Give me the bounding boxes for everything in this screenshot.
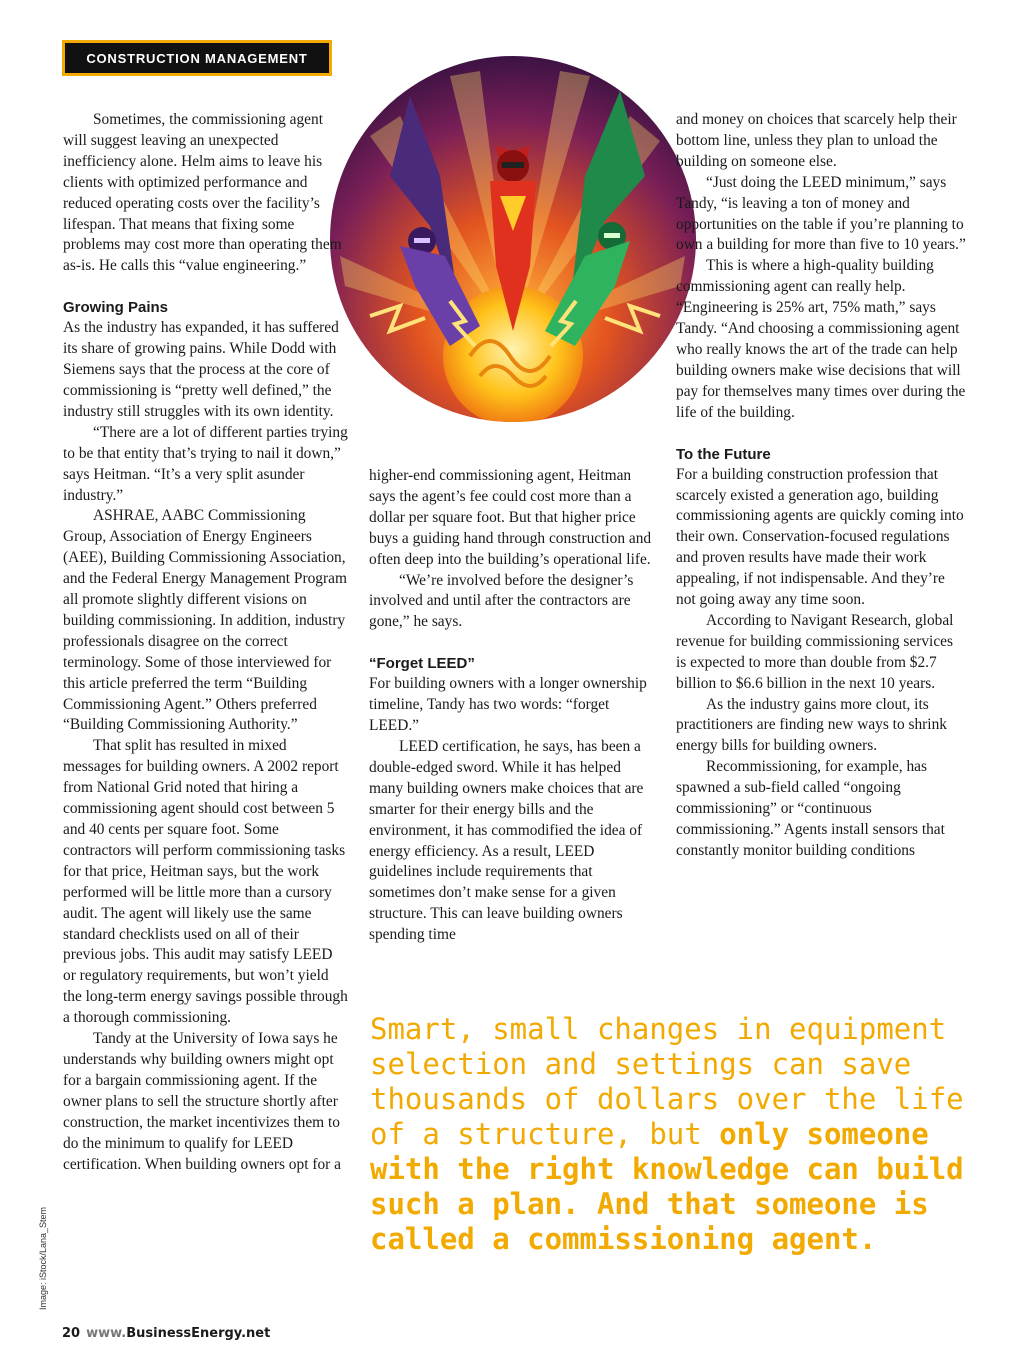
heading-to-the-future: To the Future (676, 445, 771, 463)
paragraph-profession: For a building construction profession that scarcely existed a generation ago, building commissioning agents are quickly coming into their own. Conservation-focused regulations and proven results have made their work appealing, if not indispensable. And they’re not going away any time soon. (676, 465, 964, 609)
paragraph-ownership-timeline: For building owners with a longer ownership timeline, Tandy has two words: “forget LEED.” (369, 675, 647, 735)
paragraph-value-engineering: Sometimes, the commissioning agent will suggest leaving an unexpected inefficiency alone. Helm aims to leave his clients with optimized performance and reduced operating costs over the facility’s lifespan. That means that fixing some problems may cost more than operating them as-is. He calls this “value engineering.” (63, 111, 342, 275)
image-credit: Image: iStock/Lana_Stem (38, 1206, 48, 1310)
column-left (63, 110, 348, 1175)
paragraph-navigant: According to Navigant Research, global revenue for building commissioning services is expected to more than double from $2.7 billion to $6.6 billion in the next 10 years. (676, 611, 954, 692)
column-middle (369, 466, 654, 946)
website-link[interactable]: BusinessEnergy.net (126, 1326, 271, 1341)
paragraph-leed-minimum: “Just doing the LEED minimum,” says Tandy, “is leaving a ton of money and opportunities on the table if you’re planning to own a building for more than five to 10 years.” (676, 173, 966, 254)
section-label: CONSTRUCTION MANAGEMENT (65, 43, 329, 73)
section-tag (62, 40, 332, 76)
paragraph-mixed-messages: That split has resulted in mixed messages for building owners. A 2002 report from National Grid noted that hiring a commissioning agent should cost between 5 and 40 cents per square foot. Some contractors will perform commissioning tasks for that price, Heitman says, but the work performed will be little more than a cursory audit. The agent will likely use the same standard checklists used on all of their previous jobs. This audit may satisfy LEED or regulatory requirements, but won’t yield the long-term energy savings possible through a thorough commissioning. (63, 737, 348, 1027)
paragraph-money-choices: and money on choices that scarcely help their bottom line, unless they plan to unload the building on someone else. (676, 111, 957, 170)
pull-quote-bold: only someone with the right knowledge can build such a plan. And that someone is called a commissioning agent. (370, 1117, 964, 1256)
paragraph-higher-end: higher-end commissioning agent, Heitman says the agent’s fee could cost more than a dollar per square foot. But that higher price buys a guiding hand through construction and often deep into the building’s operational life. (369, 467, 652, 568)
heading-growing-pains: Growing Pains (63, 299, 169, 317)
pull-quote (370, 1012, 990, 1257)
paragraph-involved-quote: “We’re involved before the designer’s involved and until after the contractors are gone,” he says. (369, 571, 634, 631)
paragraph-industry-growth: As the industry has expanded, it has suffered its share of growing pains. While Dodd with Siemens says that the process at the core of commissioning is “pretty well defined,” the industry still struggles with its own identity. (63, 319, 339, 420)
paragraph-organizations: ASHRAE, AABC Commissioning Group, Association of Energy Engineers (AEE), Building Commissioning Association, and the Federal Energy Management Program all promote slightly different visions on building commissioning. In addition, industry professionals disagree on the correct terminology. Some of those interviewed for this article preferred the term “Building Commissioning Agent.” Others preferred “Building Commissioning Authority.” (63, 507, 347, 734)
heading-forget-leed: “Forget LEED” (369, 655, 475, 673)
paragraph-clout: As the industry gains more clout, its practitioners are finding new ways to shrink energy bills for building owners. (676, 695, 947, 755)
page-footer (62, 1326, 270, 1341)
illustration-art (330, 56, 696, 422)
paragraph-leed-certification: LEED certification, he says, has been a double-edged sword. While it has helped many building owners make choices that are smarter for their energy bills and the environment, it has commodified the idea of energy efficiency. As a result, LEED guidelines include requirements that sometimes don’t make sense for a given structure. This can leave building owners spending time (369, 737, 644, 944)
page-number: 20 (62, 1326, 81, 1341)
paragraph-recommissioning: Recommissioning, for example, has spawned a sub-field called “ongoing commissioning” or “continuous commissioning.” Agents install sensors that constantly monitor building conditions (676, 758, 945, 859)
superhero-illustration (330, 56, 696, 422)
pull-quote-light: Smart, small changes in equipment selection and settings can save thousands of dollars over the life of a structure, but (370, 1012, 964, 1151)
paragraph-high-quality-agent: This is where a high-quality building commissioning agent can really help. “Engineering is 25% art, 75% math,” says Tandy. “And choosing a commissioning agent who really knows the art of the trade can help building owners make wise decisions that will pay for themselves many times over during the life of the building. (676, 257, 966, 421)
paragraph-heitman-quote: “There are a lot of different parties trying to be that entity that’s trying to nail it down,” says Heitman. “It’s a very split asunder industry.” (63, 423, 348, 504)
paragraph-tandy-bargain: Tandy at the University of Iowa says he understands why building owners might opt for a bargain commissioning agent. If the owner plans to sell the structure shortly after construction, the market incentivizes them to do the minimum to qualify for LEED certification. When building owners opt for a (63, 1030, 341, 1173)
column-right (676, 110, 966, 862)
website-prefix: www. (86, 1326, 127, 1341)
